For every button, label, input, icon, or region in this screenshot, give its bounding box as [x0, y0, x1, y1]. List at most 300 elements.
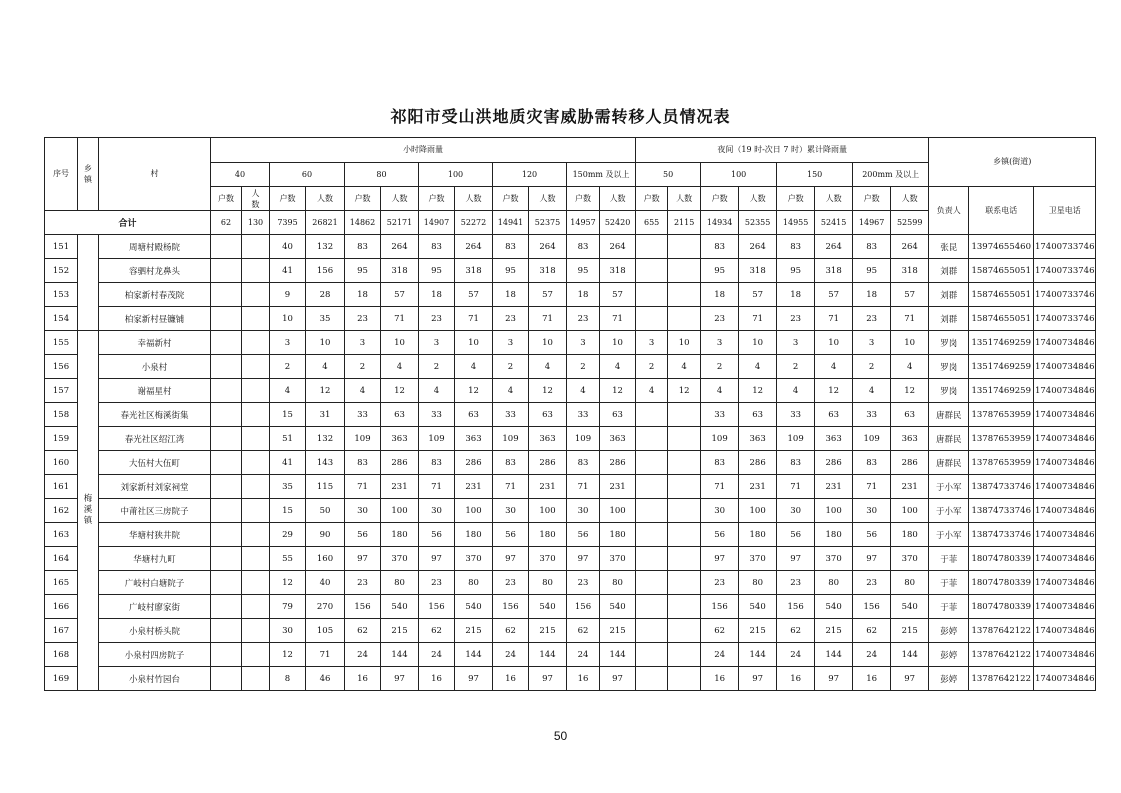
header-level: 50 [636, 163, 701, 187]
row-value: 97 [567, 547, 600, 571]
row-value: 363 [455, 427, 493, 451]
row-value: 370 [891, 547, 929, 571]
row-value: 3 [493, 331, 529, 355]
row-value [668, 643, 701, 667]
header-households: 户数 [636, 187, 668, 211]
row-satphone: 17400734846 [1034, 331, 1096, 355]
row-satphone: 17400734846 [1034, 595, 1096, 619]
row-value: 24 [701, 643, 739, 667]
header-level: 60 [270, 163, 345, 187]
row-phone: 13517469259 [969, 355, 1034, 379]
row-value: 12 [455, 379, 493, 403]
header-phone: 联系电话 [969, 187, 1034, 235]
row-phone: 18074780339 [969, 547, 1034, 571]
row-value: 63 [455, 403, 493, 427]
row-value: 12 [270, 643, 306, 667]
row-value: 318 [891, 259, 929, 283]
header-households: 户数 [345, 187, 381, 211]
row-seq: 158 [45, 403, 78, 427]
row-value: 63 [739, 403, 777, 427]
row-seq: 159 [45, 427, 78, 451]
row-value [668, 571, 701, 595]
row-value: 109 [345, 427, 381, 451]
row-value: 180 [381, 523, 419, 547]
row-value: 540 [891, 595, 929, 619]
total-value: 14862 [345, 211, 381, 235]
row-value: 71 [381, 307, 419, 331]
row-value: 4 [701, 379, 739, 403]
row-value: 97 [701, 547, 739, 571]
row-village: 春光社区梅溪街集 [99, 403, 211, 427]
row-village: 广岐村白塘院子 [99, 571, 211, 595]
header-people: 人数 [739, 187, 777, 211]
row-value: 231 [891, 475, 929, 499]
town-cell: 梅 溪 镇 [78, 331, 99, 691]
header-responsible: 负责人 [929, 187, 969, 235]
row-value: 35 [270, 475, 306, 499]
row-value: 57 [600, 283, 636, 307]
row-value: 56 [701, 523, 739, 547]
table-row [45, 331, 1096, 355]
total-label: 合计 [45, 211, 211, 235]
row-value: 56 [777, 523, 815, 547]
row-value [242, 595, 270, 619]
row-value: 180 [600, 523, 636, 547]
total-value: 62 [211, 211, 242, 235]
row-seq: 162 [45, 499, 78, 523]
row-value: 18 [701, 283, 739, 307]
table-row [45, 355, 1096, 379]
row-value: 115 [306, 475, 345, 499]
row-value: 12 [668, 379, 701, 403]
header-level: 150mm 及以上 [567, 163, 636, 187]
row-seq: 166 [45, 595, 78, 619]
row-seq: 169 [45, 667, 78, 691]
row-value: 4 [270, 379, 306, 403]
row-value: 71 [419, 475, 455, 499]
row-value: 370 [739, 547, 777, 571]
row-value: 264 [815, 235, 853, 259]
header-level: 40 [211, 163, 270, 187]
row-value: 286 [381, 451, 419, 475]
row-value: 24 [419, 643, 455, 667]
total-value: 130 [242, 211, 270, 235]
row-value: 156 [493, 595, 529, 619]
total-value: 14934 [701, 211, 739, 235]
row-value: 80 [891, 571, 929, 595]
row-value [242, 235, 270, 259]
row-value: 286 [891, 451, 929, 475]
row-value: 16 [567, 667, 600, 691]
row-value: 30 [777, 499, 815, 523]
row-value: 286 [739, 451, 777, 475]
row-value: 363 [891, 427, 929, 451]
row-value: 56 [567, 523, 600, 547]
row-value [668, 451, 701, 475]
row-value [242, 619, 270, 643]
row-value: 23 [345, 571, 381, 595]
row-value: 83 [777, 235, 815, 259]
row-value: 132 [306, 235, 345, 259]
row-responsible: 于小军 [929, 523, 969, 547]
row-value: 83 [419, 451, 455, 475]
row-value: 63 [600, 403, 636, 427]
row-village: 广岐村廖家街 [99, 595, 211, 619]
row-value: 71 [455, 307, 493, 331]
total-value: 14941 [493, 211, 529, 235]
header-people: 人数 [668, 187, 701, 211]
row-value: 33 [419, 403, 455, 427]
row-responsible: 张昆 [929, 235, 969, 259]
evacuation-table [44, 137, 1096, 691]
row-value: 286 [529, 451, 567, 475]
row-value: 95 [853, 259, 891, 283]
row-value: 10 [739, 331, 777, 355]
row-phone: 13787642122 [969, 643, 1034, 667]
row-satphone: 17400734846 [1034, 643, 1096, 667]
row-phone: 13874733746 [969, 475, 1034, 499]
page-title: 祁阳市受山洪地质灾害威胁需转移人员情况表 [390, 107, 731, 126]
row-value: 4 [419, 379, 455, 403]
row-value: 80 [455, 571, 493, 595]
row-value: 62 [777, 619, 815, 643]
row-seq: 154 [45, 307, 78, 331]
row-value: 109 [493, 427, 529, 451]
row-satphone: 17400734846 [1034, 475, 1096, 499]
header-people: 人数 [600, 187, 636, 211]
row-value: 29 [270, 523, 306, 547]
row-value: 540 [739, 595, 777, 619]
row-village: 谢福星村 [99, 379, 211, 403]
row-responsible: 于菲 [929, 571, 969, 595]
row-value: 540 [529, 595, 567, 619]
row-satphone: 17400733746 [1034, 307, 1096, 331]
row-value: 363 [381, 427, 419, 451]
row-value: 286 [815, 451, 853, 475]
row-phone: 13874733746 [969, 499, 1034, 523]
row-value: 18 [419, 283, 455, 307]
row-value: 95 [493, 259, 529, 283]
table-row [45, 307, 1096, 331]
total-value: 2115 [668, 211, 701, 235]
header-level: 100 [701, 163, 777, 187]
header-households: 户数 [270, 187, 306, 211]
row-phone: 15874655051 [969, 307, 1034, 331]
row-value [636, 235, 668, 259]
header-level: 80 [345, 163, 419, 187]
row-value: 264 [600, 235, 636, 259]
row-value: 318 [739, 259, 777, 283]
row-value: 95 [701, 259, 739, 283]
row-value: 23 [345, 307, 381, 331]
row-value [211, 355, 242, 379]
row-value: 132 [306, 427, 345, 451]
row-value: 33 [701, 403, 739, 427]
row-value [668, 427, 701, 451]
row-value: 156 [701, 595, 739, 619]
row-value: 264 [529, 235, 567, 259]
row-value: 83 [493, 235, 529, 259]
row-value [211, 403, 242, 427]
row-value: 15 [270, 403, 306, 427]
row-value: 156 [777, 595, 815, 619]
row-village: 中莆社区三房院子 [99, 499, 211, 523]
row-value: 4 [853, 379, 891, 403]
header-people: 人数 [242, 187, 270, 211]
row-value [636, 451, 668, 475]
row-value: 2 [777, 355, 815, 379]
row-value: 50 [306, 499, 345, 523]
row-value: 63 [815, 403, 853, 427]
row-value: 71 [567, 475, 600, 499]
row-value: 57 [381, 283, 419, 307]
row-responsible: 罗岗 [929, 355, 969, 379]
row-value [211, 427, 242, 451]
row-responsible: 彭婷 [929, 619, 969, 643]
row-value: 33 [853, 403, 891, 427]
row-responsible: 刘群 [929, 259, 969, 283]
row-value [211, 499, 242, 523]
row-value: 30 [270, 619, 306, 643]
row-value [668, 523, 701, 547]
row-phone: 18074780339 [969, 571, 1034, 595]
total-value: 52272 [455, 211, 493, 235]
row-value: 97 [815, 667, 853, 691]
total-value: 7395 [270, 211, 306, 235]
row-seq: 163 [45, 523, 78, 547]
table-row [45, 259, 1096, 283]
total-value: 52415 [815, 211, 853, 235]
row-value: 100 [381, 499, 419, 523]
row-village: 小泉村四房院子 [99, 643, 211, 667]
row-value: 79 [270, 595, 306, 619]
row-value: 97 [419, 547, 455, 571]
row-value: 63 [381, 403, 419, 427]
row-value [636, 307, 668, 331]
row-value: 10 [815, 331, 853, 355]
table-row [45, 643, 1096, 667]
row-value: 80 [381, 571, 419, 595]
row-value [211, 259, 242, 283]
row-responsible: 罗岗 [929, 379, 969, 403]
row-value: 12 [529, 379, 567, 403]
header-households: 户数 [567, 187, 600, 211]
row-village: 刘家新村刘家祠堂 [99, 475, 211, 499]
row-value: 16 [419, 667, 455, 691]
header-people: 人数 [455, 187, 493, 211]
row-value: 83 [853, 235, 891, 259]
row-value: 71 [815, 307, 853, 331]
header-households: 户数 [211, 187, 242, 211]
row-value [636, 499, 668, 523]
row-value: 3 [345, 331, 381, 355]
row-satphone: 17400734846 [1034, 667, 1096, 691]
row-value: 180 [815, 523, 853, 547]
row-value: 144 [381, 643, 419, 667]
row-value [242, 523, 270, 547]
table-row [45, 427, 1096, 451]
row-seq: 164 [45, 547, 78, 571]
total-value: 52355 [739, 211, 777, 235]
row-phone: 13787642122 [969, 667, 1034, 691]
header-people: 人数 [815, 187, 853, 211]
row-value [211, 619, 242, 643]
row-value: 286 [600, 451, 636, 475]
row-value: 318 [381, 259, 419, 283]
row-village: 柏家新村春茂院 [99, 283, 211, 307]
row-value: 109 [567, 427, 600, 451]
row-value: 62 [493, 619, 529, 643]
row-satphone: 17400734846 [1034, 403, 1096, 427]
row-value: 3 [419, 331, 455, 355]
row-village: 春光社区绍江湾 [99, 427, 211, 451]
row-village: 华塘村九町 [99, 547, 211, 571]
row-value: 57 [815, 283, 853, 307]
row-value: 363 [529, 427, 567, 451]
row-value [242, 427, 270, 451]
row-value: 3 [853, 331, 891, 355]
row-value: 80 [739, 571, 777, 595]
row-value: 23 [567, 571, 600, 595]
row-value [668, 475, 701, 499]
row-value: 12 [739, 379, 777, 403]
row-value: 40 [270, 235, 306, 259]
row-value: 2 [636, 355, 668, 379]
header-hourly-rainfall: 小时降雨量 [211, 138, 636, 163]
row-value: 16 [493, 667, 529, 691]
row-value: 270 [306, 595, 345, 619]
row-value [211, 595, 242, 619]
row-value: 71 [739, 307, 777, 331]
row-value: 12 [306, 379, 345, 403]
row-value: 71 [853, 475, 891, 499]
row-value: 156 [419, 595, 455, 619]
row-village: 大伍村大伍町 [99, 451, 211, 475]
row-value: 71 [701, 475, 739, 499]
row-value: 156 [567, 595, 600, 619]
row-value: 231 [381, 475, 419, 499]
row-value [242, 283, 270, 307]
row-responsible: 于菲 [929, 595, 969, 619]
row-village: 小泉村 [99, 355, 211, 379]
row-value: 231 [600, 475, 636, 499]
row-value: 62 [419, 619, 455, 643]
row-value: 71 [891, 307, 929, 331]
row-value: 215 [815, 619, 853, 643]
row-value [211, 307, 242, 331]
row-value: 30 [701, 499, 739, 523]
row-value: 10 [891, 331, 929, 355]
row-value: 2 [419, 355, 455, 379]
table-row [45, 475, 1096, 499]
row-value: 83 [345, 451, 381, 475]
row-value: 180 [891, 523, 929, 547]
row-value [242, 499, 270, 523]
row-satphone: 17400734846 [1034, 355, 1096, 379]
row-value [211, 331, 242, 355]
row-value: 31 [306, 403, 345, 427]
row-value: 97 [600, 667, 636, 691]
row-value: 80 [815, 571, 853, 595]
header-nightly-rainfall: 夜间（19 时-次日 7 时）累计降雨量 [636, 138, 929, 163]
row-value: 41 [270, 451, 306, 475]
row-value: 100 [891, 499, 929, 523]
row-value [668, 667, 701, 691]
row-value: 30 [493, 499, 529, 523]
row-value: 4 [381, 355, 419, 379]
table-row [45, 499, 1096, 523]
row-value: 57 [739, 283, 777, 307]
row-value: 18 [777, 283, 815, 307]
row-responsible: 唐群民 [929, 451, 969, 475]
row-value: 97 [891, 667, 929, 691]
row-value: 15 [270, 499, 306, 523]
row-value: 33 [777, 403, 815, 427]
header-people: 人数 [381, 187, 419, 211]
row-phone: 13517469259 [969, 331, 1034, 355]
row-value: 18 [567, 283, 600, 307]
row-value [242, 451, 270, 475]
row-value: 215 [739, 619, 777, 643]
row-value: 231 [529, 475, 567, 499]
row-value [668, 235, 701, 259]
row-value: 3 [636, 331, 668, 355]
row-seq: 167 [45, 619, 78, 643]
row-responsible: 刘群 [929, 283, 969, 307]
row-responsible: 于小军 [929, 475, 969, 499]
row-value [211, 451, 242, 475]
row-value: 90 [306, 523, 345, 547]
row-value: 363 [739, 427, 777, 451]
row-village: 小泉村桥头院 [99, 619, 211, 643]
row-value: 33 [345, 403, 381, 427]
row-value: 97 [455, 667, 493, 691]
row-value: 109 [853, 427, 891, 451]
row-value: 370 [815, 547, 853, 571]
row-village: 柏家新村昼镰铺 [99, 307, 211, 331]
row-value: 24 [345, 643, 381, 667]
table-row [45, 235, 1096, 259]
row-value: 10 [270, 307, 306, 331]
row-value [636, 643, 668, 667]
row-value: 71 [345, 475, 381, 499]
row-value [636, 283, 668, 307]
row-responsible: 于小军 [929, 499, 969, 523]
row-value: 3 [777, 331, 815, 355]
row-value: 23 [493, 571, 529, 595]
row-value [668, 595, 701, 619]
row-value: 10 [381, 331, 419, 355]
row-value: 97 [739, 667, 777, 691]
row-value: 3 [567, 331, 600, 355]
header-satphone: 卫星电话 [1034, 187, 1096, 235]
row-value: 4 [815, 355, 853, 379]
row-value: 83 [701, 451, 739, 475]
total-value: 14967 [853, 211, 891, 235]
total-value: 655 [636, 211, 668, 235]
row-value: 35 [306, 307, 345, 331]
row-value: 23 [853, 571, 891, 595]
row-value [211, 547, 242, 571]
row-value: 16 [701, 667, 739, 691]
row-value: 18 [345, 283, 381, 307]
row-value: 62 [701, 619, 739, 643]
row-value [668, 619, 701, 643]
row-satphone: 17400733746 [1034, 283, 1096, 307]
row-value: 18 [493, 283, 529, 307]
row-value [242, 547, 270, 571]
table-row [45, 619, 1096, 643]
